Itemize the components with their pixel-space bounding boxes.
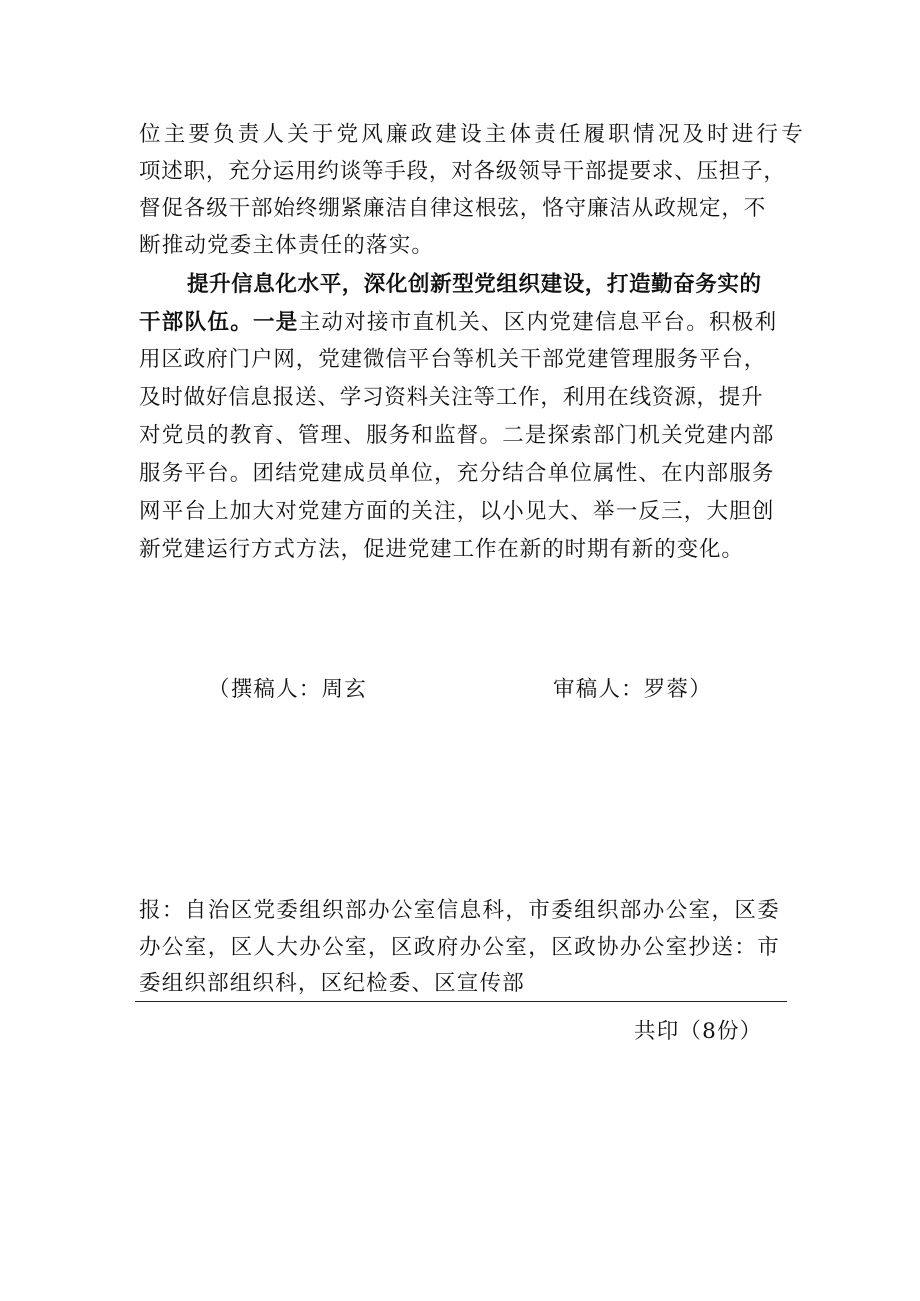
- body-line: 督促各级干部始终绷紧廉洁自律这根弦，恪守廉洁从政规定，不: [139, 196, 767, 221]
- distribution-line: 报：自治区党委组织部办公室信息科，市委组织部办公室，区委: [139, 898, 781, 923]
- body-line: 新党建运行方式方法，促进党建工作在新的时期有新的变化。: [139, 537, 744, 562]
- section-heading: 提升信息化水平，深化创新型党组织建设，打造勤奋务实的: [187, 272, 762, 297]
- body-line: 网平台上加大对党建方面的关注，以小见大、举一反三，大胆创: [139, 499, 775, 524]
- divider-rule: [135, 1001, 787, 1002]
- body-line: 项述职，充分运用约谈等手段，对各级领导干部提要求、压担子，: [139, 159, 786, 184]
- body-text: 主动对接市直机关、区内党建信息平台。积极利: [298, 310, 778, 335]
- body-line: 位主要负责人关于党风廉政建设主体责任履职情况及时进行专: [139, 122, 806, 147]
- body-line: 用区政府门户网，党建微信平台等机关干部党建管理服务平台，: [139, 347, 767, 372]
- body-line: 对党员的教育、管理、服务和监督。二是探索部门机关党建内部: [139, 423, 775, 448]
- author-credit: （撰稿人：周玄: [208, 677, 367, 702]
- reviewer-credit: 审稿人：罗蓉）: [553, 677, 712, 702]
- print-copies: 共印（8份）: [634, 1019, 763, 1044]
- body-line: 及时做好信息报送、学习资料关注等工作，利用在线资源，提升: [139, 385, 764, 410]
- heading-continuation: 干部队伍。一是: [139, 310, 299, 335]
- distribution-line: 委组织部组织科，区纪检委、区宣传部: [139, 971, 525, 996]
- body-line: 断推动党委主体责任的落实。: [139, 233, 435, 258]
- body-line: 服务平台。团结党建成员单位，充分结合单位属性、在内部服务: [139, 461, 775, 486]
- body-line-mixed: [139, 305, 819, 341]
- distribution-line: 办公室，区人大办公室，区政府办公室，区政协办公室抄送：市: [139, 935, 781, 960]
